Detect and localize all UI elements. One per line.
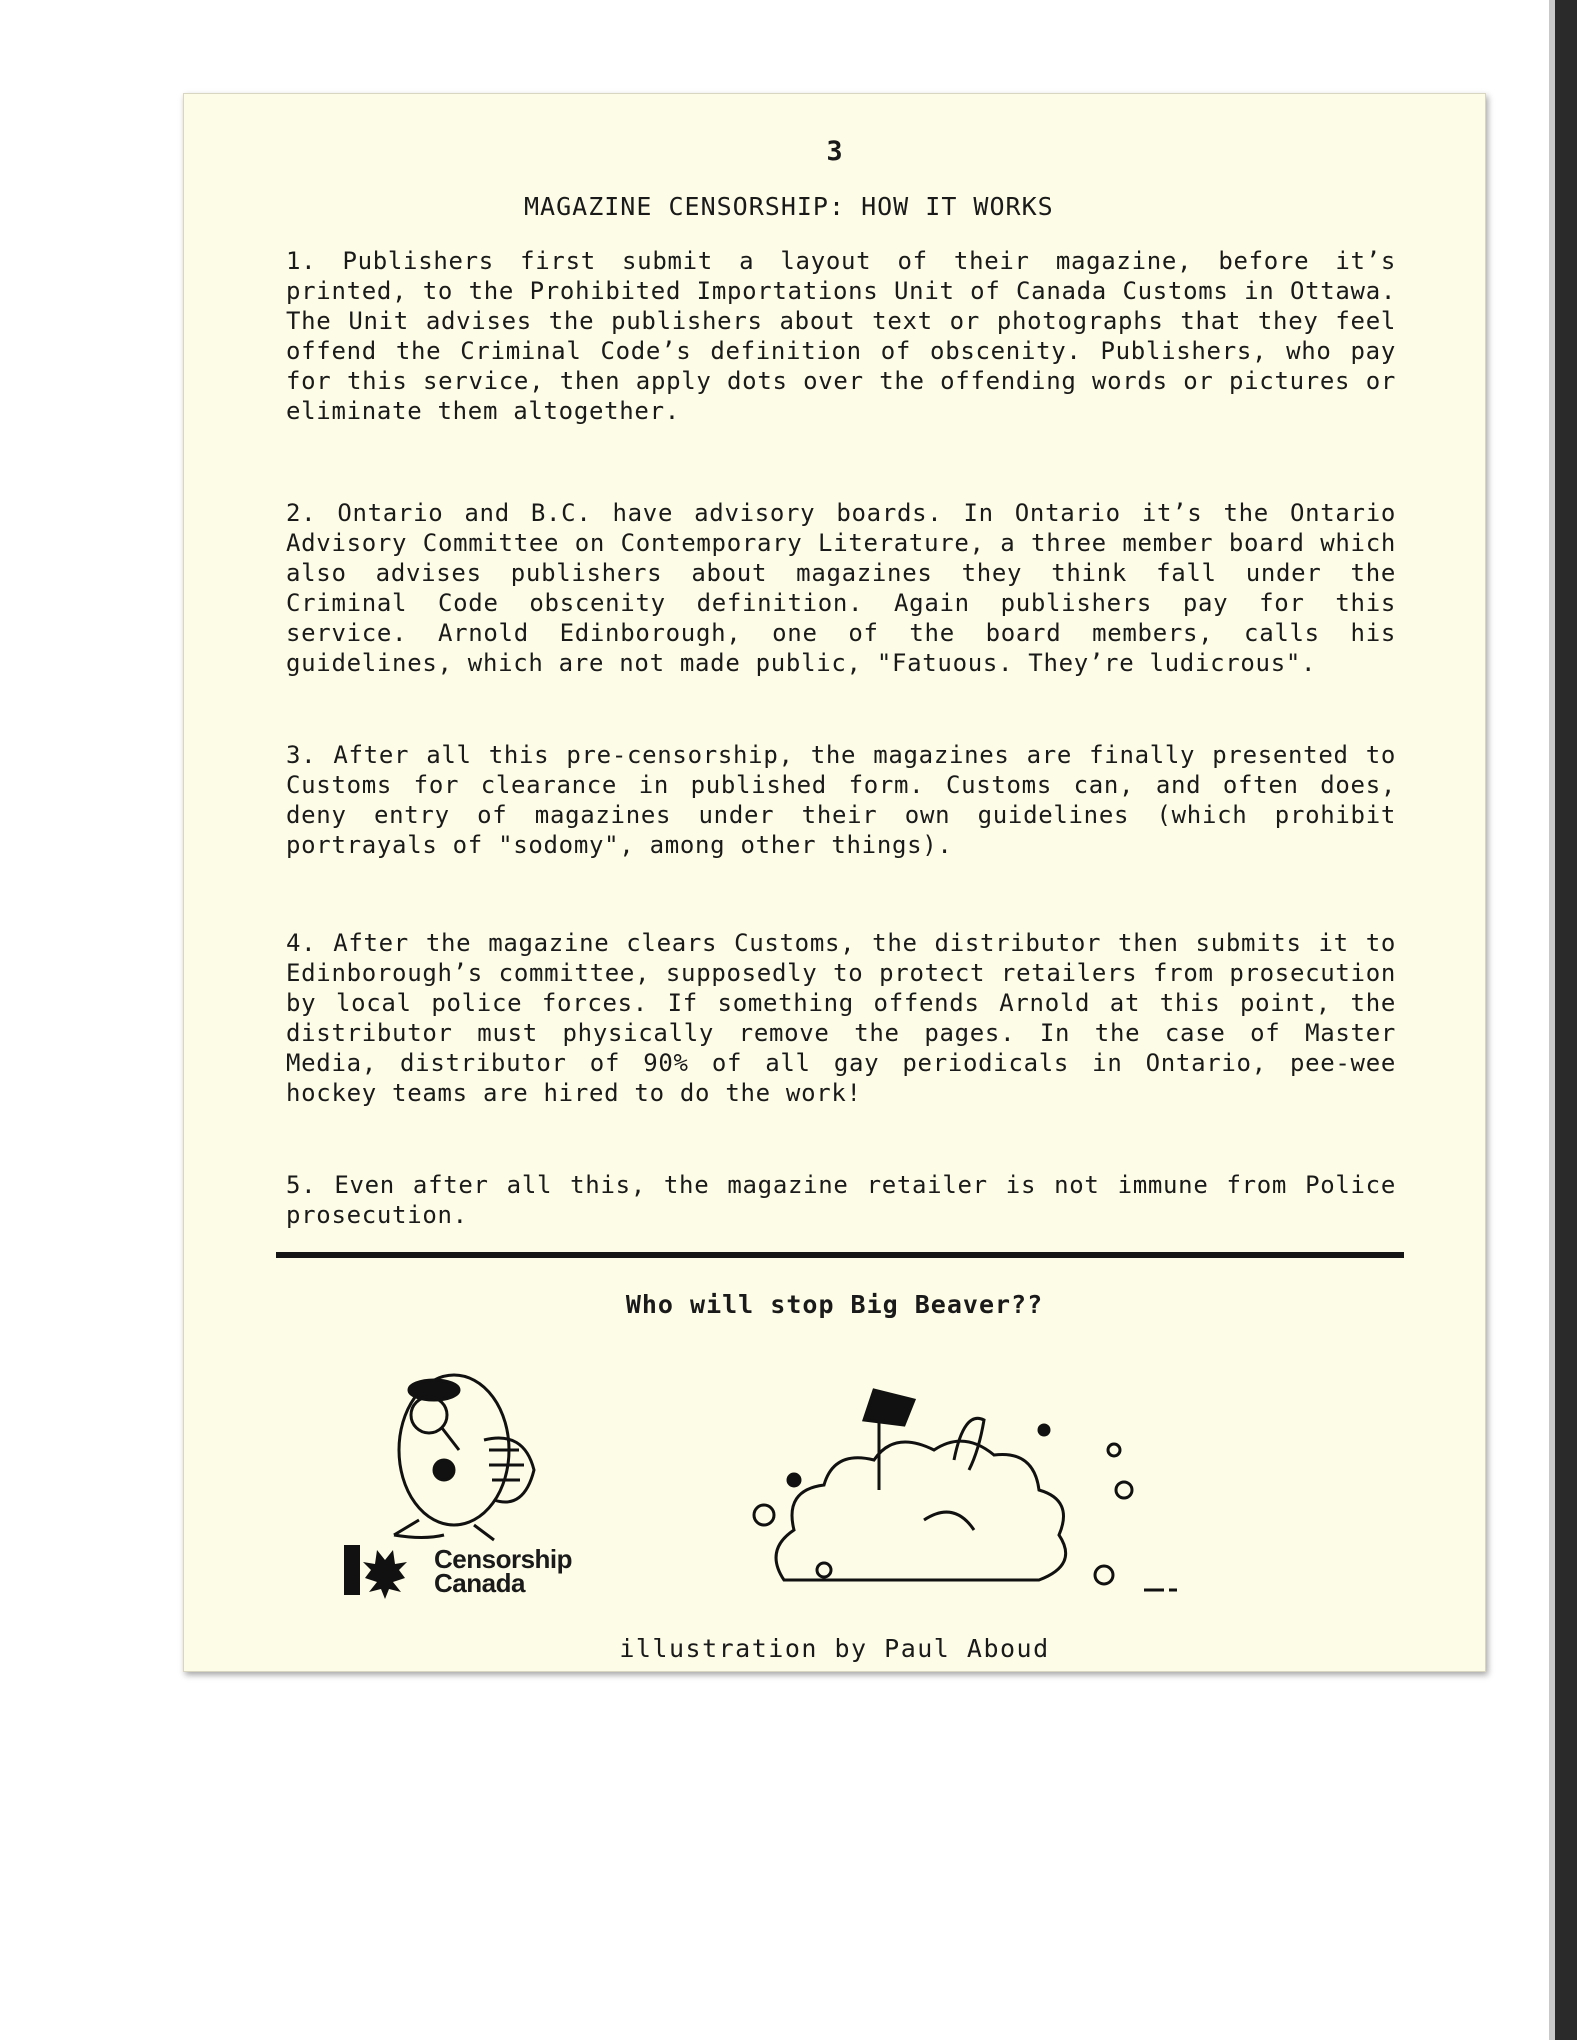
- page-number: 3: [826, 136, 843, 167]
- paragraph-4: 4. After the magazine clears Customs, the distributor then submits it to Edinborough’s committee, supposedly to protect retailers from prosecution by local police forces. If something offends Arnold at this point, the distributor must physically remove the pages. In the case of Master Media, distributor of 90% of all gay periodicals in Ontario, pee-wee hockey teams are hired to do the work!: [286, 929, 1396, 1107]
- illustration-credit: illustration by Paul Aboud: [619, 1634, 1050, 1663]
- logo-line-1: Censorship: [434, 1544, 573, 1574]
- divider-rule: [276, 1252, 1404, 1258]
- page-title: MAGAZINE CENSORSHIP: HOW IT WORKS: [524, 192, 1054, 221]
- dust-cloud-icon: [754, 1390, 1177, 1590]
- maple-leaf-icon: [344, 1545, 407, 1599]
- scan-edge: [1555, 0, 1577, 2040]
- paragraph-5: 5. Even after all this, the magazine retailer is not immune from Police prosecution.: [286, 1171, 1396, 1229]
- censorship-canada-logo: [434, 1544, 573, 1598]
- newsletter-page: [183, 93, 1486, 1672]
- illustration-caption: Who will stop Big Beaver??: [625, 1290, 1044, 1319]
- beaver-cartoon-icon: [394, 1375, 534, 1540]
- paragraph-1: 1. Publishers first submit a layout of their magazine, before it’s printed, to the Prohibited Importations Unit of Canada Customs in Ottawa. The Unit advises the publishers about text or photographs that they feel offend the Criminal Code’s definition of obscenity. Publishers, who pay for this service, then apply dots over the offending words or pictures or eliminate them altogether.: [286, 247, 1396, 425]
- paragraph-3: 3. After all this pre-censorship, the magazines are finally presented to Customs for clearance in published form. Customs can, and often does, deny entry of magazines under their own guidelines (which prohibit portrayals of "sodomy", among other things).: [286, 741, 1396, 859]
- logo-line-2: Canada: [434, 1568, 525, 1598]
- paragraph-2: 2. Ontario and B.C. have advisory boards. In Ontario it’s the Ontario Advisory Committee on Contemporary Literature, a three member board which also advises publishers about magazines they think fall under the Criminal Code obscenity definition. Again publishers pay for this service. Arnold Edinborough, one of the board members, calls his guidelines, which are not made public, "Fatuous. They’re ludicrous".: [286, 499, 1396, 677]
